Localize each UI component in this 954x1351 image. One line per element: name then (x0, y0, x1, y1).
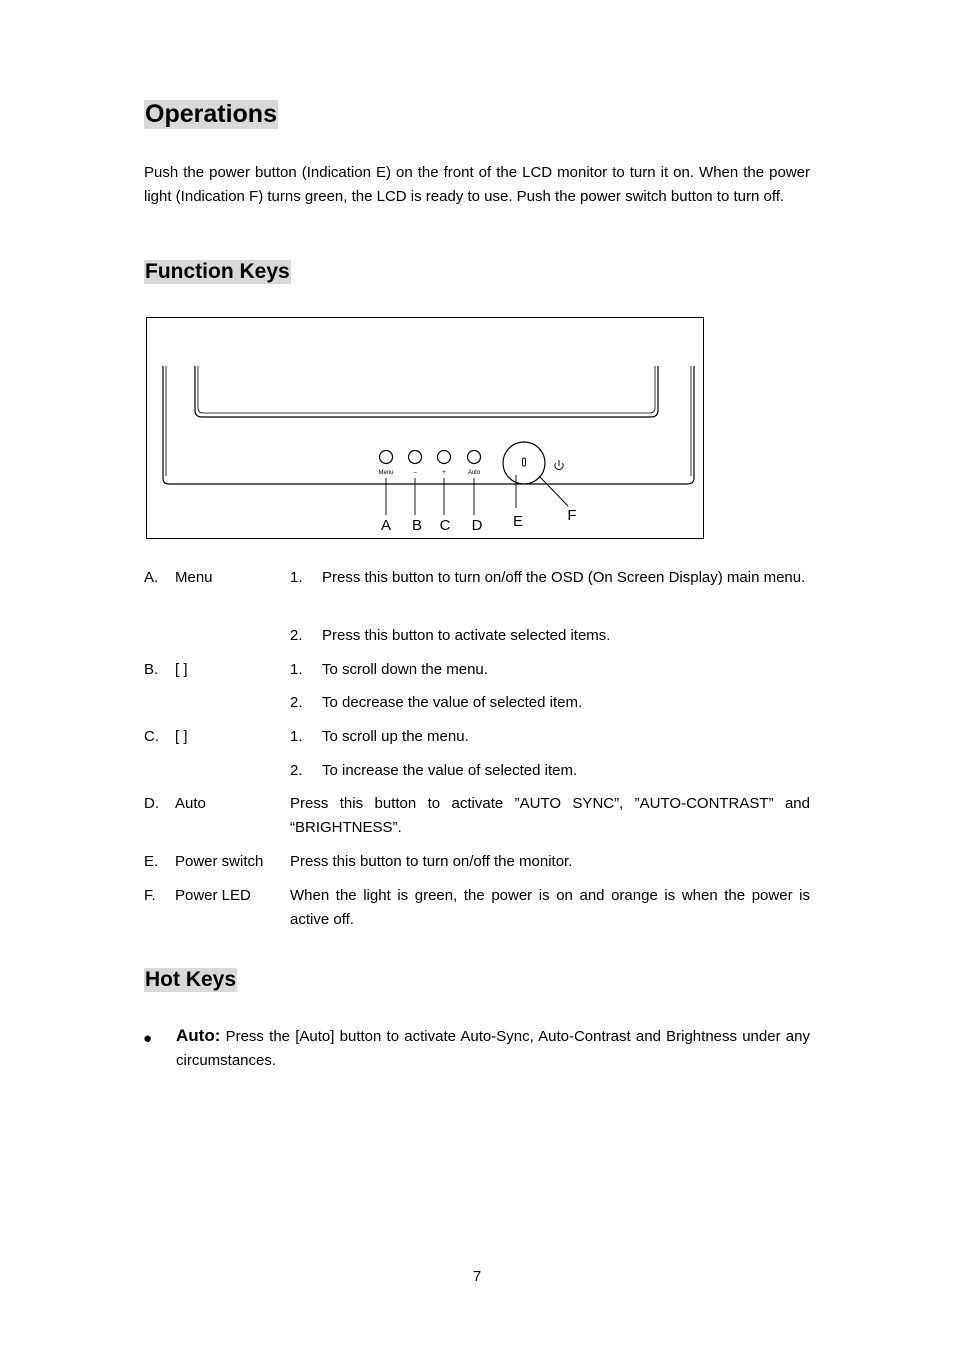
entry-number: 2. (290, 694, 303, 711)
operations-heading: Operations (145, 100, 277, 128)
key-letter-f: F. (144, 887, 156, 904)
entry-text: Press this button to activate selected items. (322, 627, 611, 644)
entry-number: 2. (290, 627, 303, 644)
key-letter-c: C. (144, 728, 159, 745)
operations-text: Push the power button (Indication E) on the front of the LCD monitor to turn it on. When the power light (Indication F) turns green, the LCD is ready to use. Push the power switch button to turn off. (144, 164, 810, 205)
monitor-front-diagram (146, 317, 704, 539)
plus-button (438, 451, 451, 464)
minus-button (409, 451, 422, 464)
key-letter-a: A. (144, 569, 159, 586)
menu-button (380, 451, 393, 464)
entry-text: To increase the value of selected item. (322, 762, 578, 779)
hot-key-auto (176, 1024, 810, 1073)
callout-e: E (512, 513, 524, 530)
key-name-power-switch: Power switch (175, 853, 264, 870)
bezel-outline (163, 366, 694, 484)
power-led-icon (555, 460, 563, 470)
hot-key-text: Press the [Auto] button to activate Auto-Sync, Auto-Contrast and Brightness under any circumstances. (176, 1028, 810, 1069)
key-desc-auto: Press this button to activate ”AUTO SYNC”, ”AUTO-CONTRAST” and “BRIGHTNESS”. (290, 795, 810, 836)
entry-number: 1. (290, 728, 303, 745)
key-letter-b: B. (144, 661, 159, 678)
button-label-plus: + (442, 470, 446, 476)
key-letter-d: D. (144, 795, 159, 812)
callout-d: D (471, 517, 483, 534)
power-switch (503, 442, 545, 484)
hot-key-label: Auto: (176, 1026, 221, 1045)
callout-line-f (539, 476, 568, 506)
hot-keys-heading: Hot Keys (145, 968, 237, 991)
entry-text: To decrease the value of selected item. (322, 694, 583, 711)
callout-b: B (411, 517, 423, 534)
function-keys-heading: Function Keys (145, 260, 290, 283)
key-name-minus: [ ] (175, 661, 188, 678)
page-number: 7 (472, 1268, 482, 1285)
bullet-icon: ● (143, 1030, 153, 1047)
entry-number: 2. (290, 762, 303, 779)
key-desc-power-led: When the light is green, the power is on and orange is when the power is active off. (290, 887, 810, 928)
entry-number: 1. (290, 661, 303, 678)
entry-text: To scroll down the menu. (322, 661, 488, 678)
entry-text: To scroll up the menu. (322, 728, 469, 745)
key-name-auto: Auto (175, 795, 206, 812)
callout-a: A (380, 517, 392, 534)
screen-frame-inner (198, 366, 655, 413)
key-desc-power-switch: Press this button to turn on/off the monitor. (290, 853, 573, 870)
key-name-menu: Menu (175, 569, 213, 586)
callout-c: C (439, 517, 451, 534)
callout-f: F (567, 507, 577, 524)
screen-frame (195, 366, 658, 417)
key-name-plus: [ ] (175, 728, 188, 745)
entry-text: Press this button to turn on/off the OSD (On Screen Display) main menu. (322, 569, 806, 586)
button-label-menu: Menu (378, 470, 394, 476)
button-label-auto: Auto (467, 470, 481, 476)
button-label-minus: – (413, 470, 417, 476)
key-letter-e: E. (144, 853, 159, 870)
key-name-power-led: Power LED (175, 887, 251, 904)
entry-number: 1. (290, 569, 303, 586)
monitor-bezel-drawing (147, 318, 705, 540)
auto-button (468, 451, 481, 464)
